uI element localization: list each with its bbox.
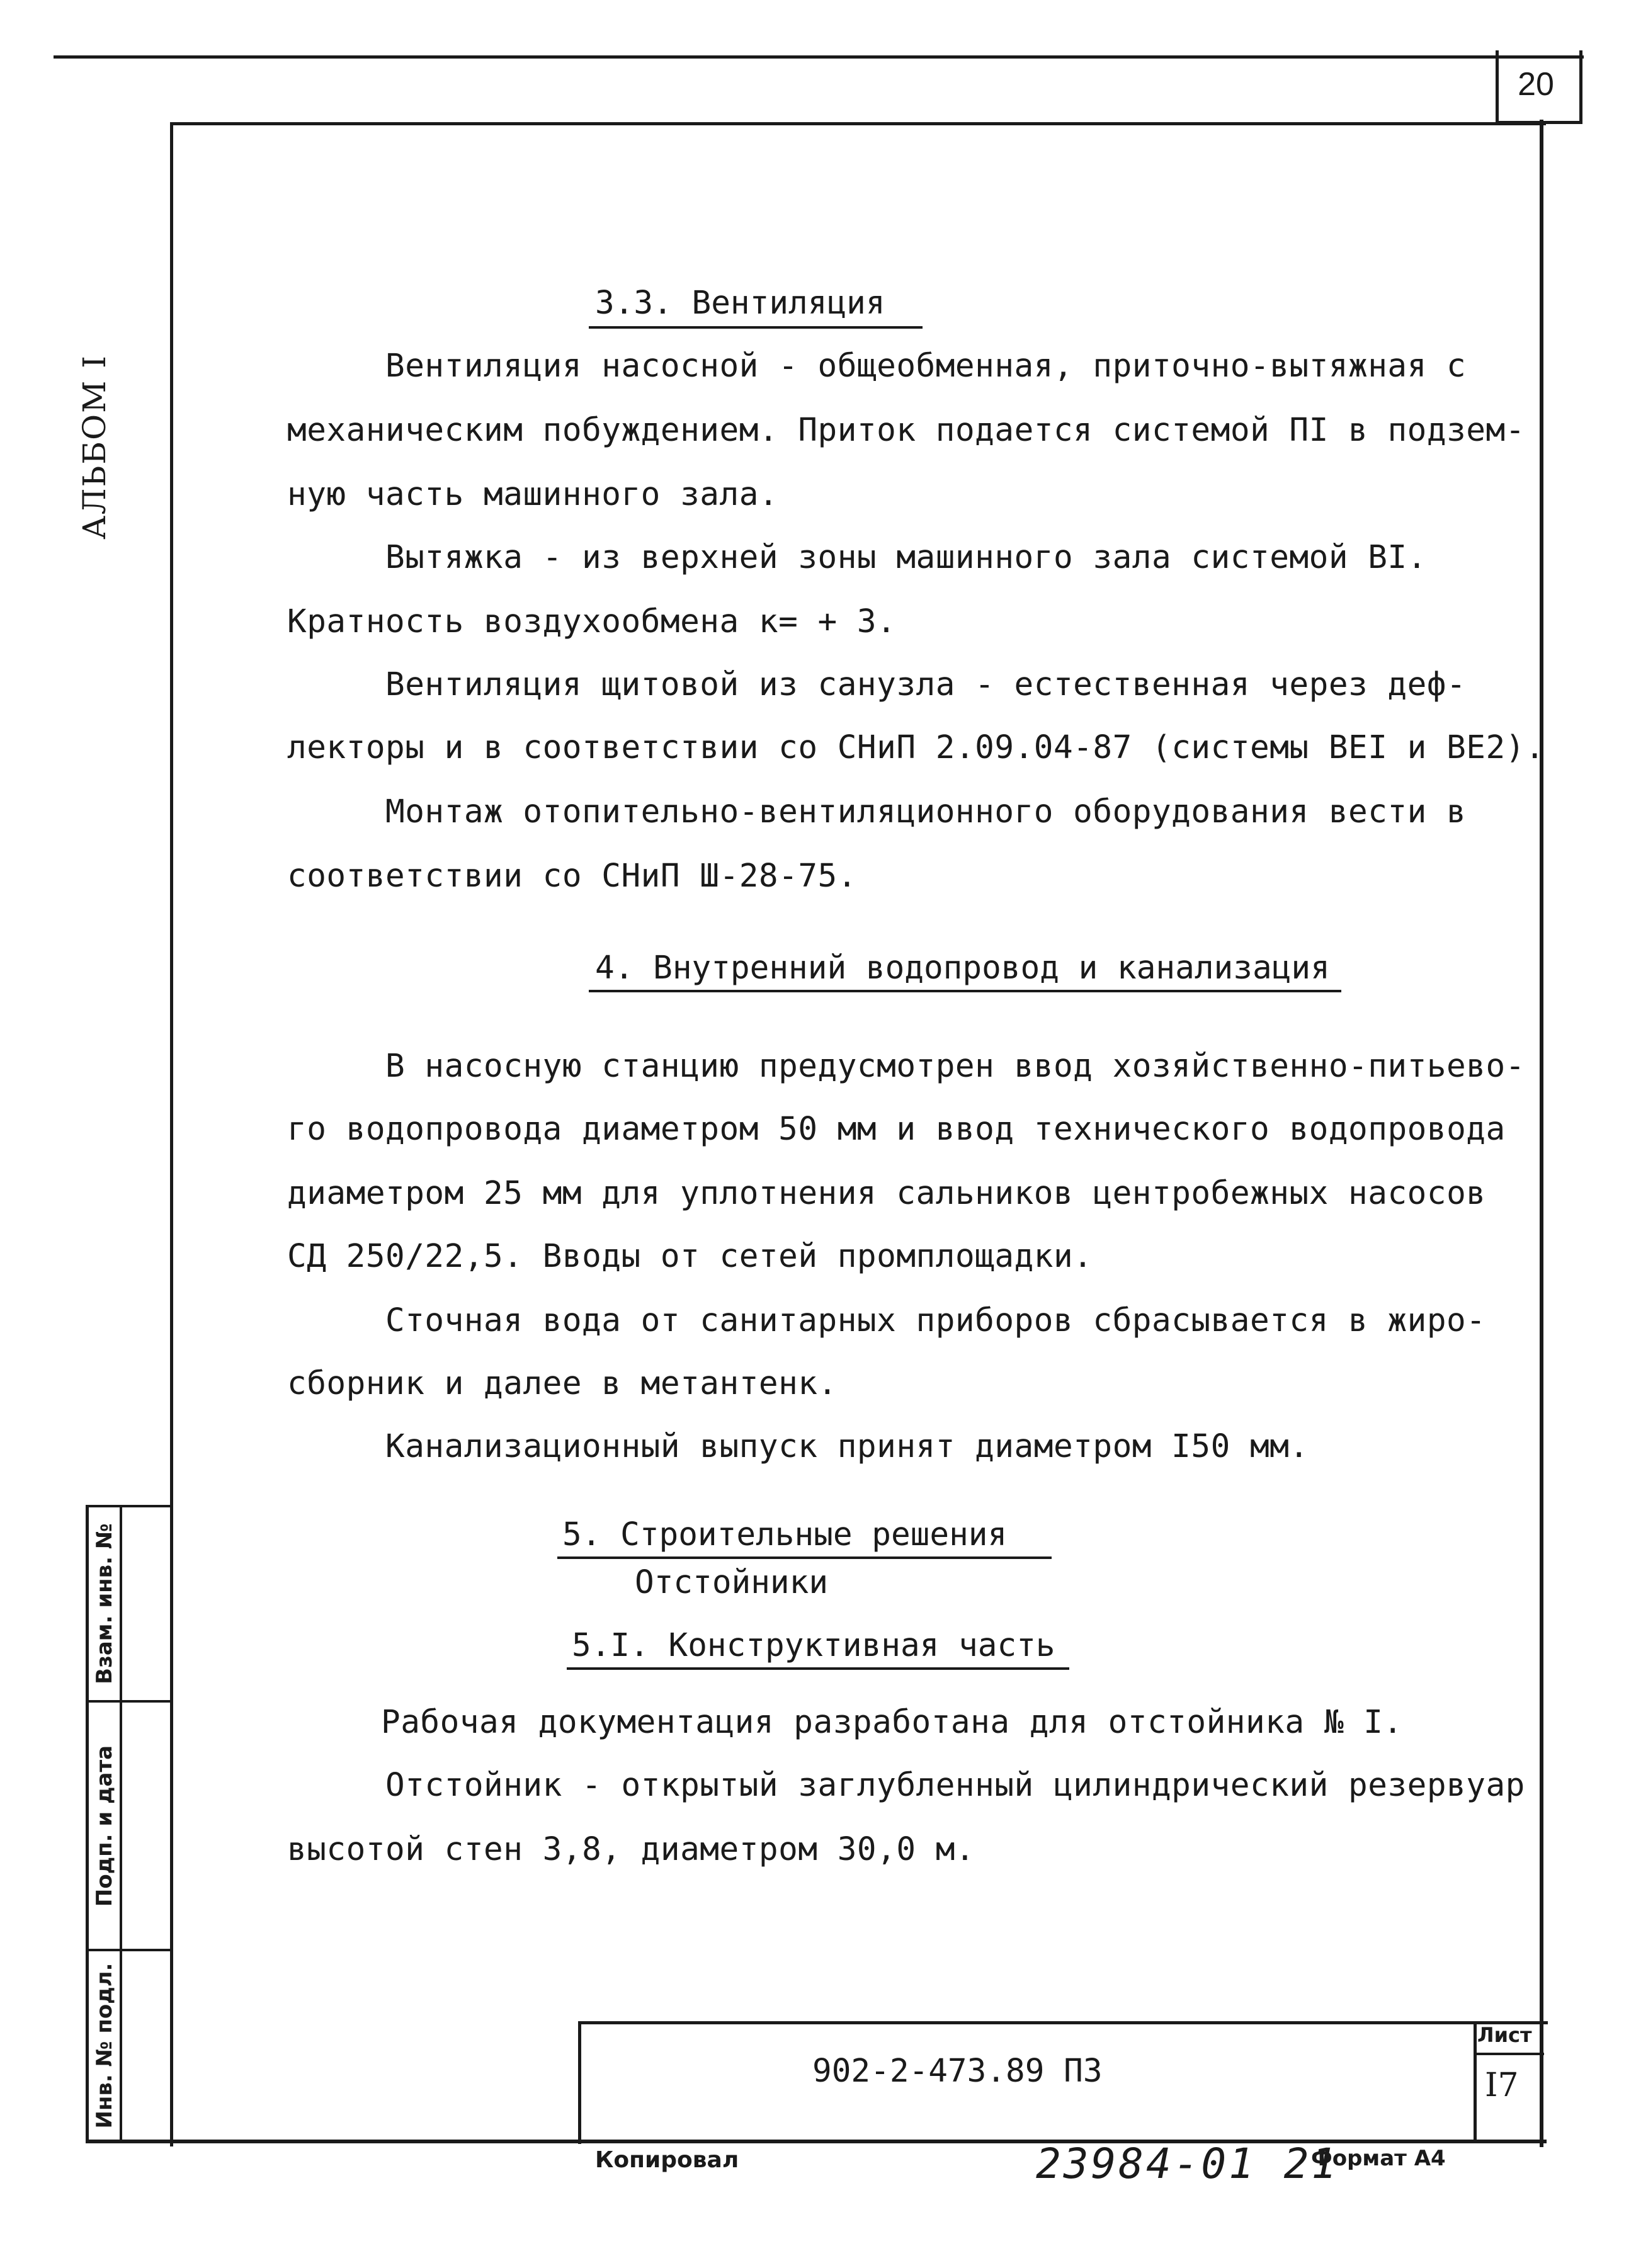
section-5-underline [557,1556,1052,1559]
sheet-label: Лист [1477,2023,1532,2047]
paragraph-line: В насосную станцию предусмотрен ввод хозяйственно-питьево- [385,1048,1525,1085]
frame-right-border [1540,120,1543,2147]
paragraph-line: Монтаж отопительно-вентиляционного оборудования вести в [385,793,1467,831]
section-5-subheading: Отстойники [635,1564,829,1601]
handwritten-archive-number: 23984-01 21 [1036,2140,1339,2188]
section-3-3-heading: 3.3. Вентиляция [595,285,885,322]
paragraph-line: Вентиляция насосной - общеобменная, приточно-вытяжная с [385,348,1467,385]
section-4-underline [589,990,1341,992]
side-stamp-vzam-inv: Взам. инв. № [92,1523,117,1684]
paragraph-line: Вентиляция щитовой из санузла - естественная через деф- [385,666,1467,703]
paragraph-line: лекторы и в соответствии со СНиП 2.09.04-87 (системы BEI и BE2). [287,729,1545,766]
paragraph-line: Сточная вода от санитарных приборов сбрасывается в жиро- [385,1302,1486,1339]
paragraph-line: Кратность воздухообмена к= + 3. [287,603,897,640]
section-5-1-heading: 5.I. Конструктивная часть [572,1627,1055,1664]
paragraph-line: Вытяжка - из верхней зоны машинного зала системой BI. [385,539,1427,576]
section-5-1-underline [567,1667,1069,1670]
paragraph-line: Рабочая документация разработана для отстойника № I. [381,1704,1403,1741]
paragraph-line: го водопровода диаметром 50 мм и ввод технического водопровода [287,1111,1506,1148]
paragraph-line: ную часть машинного зала. [287,476,779,513]
paragraph-line: механическим побуждением. Приток подается системой ПI в подзем- [287,412,1525,449]
sheet-number: I7 [1485,2067,1519,2104]
copied-by-label: Копировал [595,2147,739,2173]
section-3-3-underline [589,326,923,329]
paragraph-line: диаметром 25 мм для уплотнения сальников центробежных насосов [287,1175,1486,1212]
paragraph-line: Канализационный выпуск принят диаметром I50 мм. [385,1428,1309,1465]
paragraph-line: сборник и далее в метантенк. [287,1365,838,1402]
paper-format-label: Формат А4 [1311,2146,1446,2171]
paragraph-line: СД 250/22,5. Вводы от сетей промплощадки. [287,1238,1093,1275]
section-5-heading: 5. Строительные решения [562,1516,1008,1553]
side-stamp-podp-data: Подп. и дата [92,1745,117,1907]
paragraph-line: Отстойник - открытый заглубленный цилиндрический резервуар [385,1767,1525,1804]
page-number: 20 [1518,66,1554,103]
section-4-heading: 4. Внутренний водопровод и канализация [595,950,1330,987]
title-block-column [1474,2021,1477,2141]
paragraph-line: соответствии со СНиП Ш-28-75. [287,858,857,895]
album-label: АЛЬБОМ I [76,354,113,540]
title-block-sheet-divider [1474,2053,1544,2055]
paragraph-line: высотой стен 3,8, диаметром 30,0 м. [287,1831,975,1868]
side-stamp-inv-podl: Инв. № подл. [92,1963,117,2129]
top-rule [54,55,1584,59]
document-code: 902-2-473.89 ПЗ [812,2053,1103,2090]
